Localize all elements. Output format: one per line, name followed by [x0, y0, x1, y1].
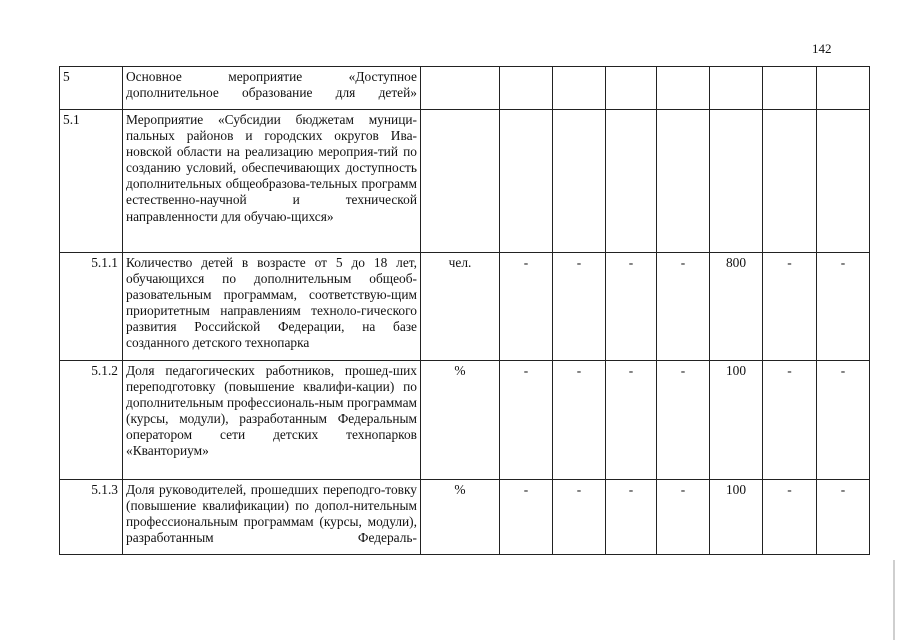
value-cell — [657, 110, 710, 253]
table-row — [60, 361, 870, 480]
table-row — [60, 480, 870, 555]
value-cell: - — [657, 253, 710, 361]
value-cell — [553, 110, 606, 253]
value-cell — [500, 67, 553, 110]
value-cell — [763, 110, 817, 253]
unit-cell: % — [421, 480, 500, 555]
unit-cell — [421, 67, 500, 110]
value-cell: - — [606, 361, 657, 480]
value-cell: - — [500, 361, 553, 480]
value-cell: - — [553, 480, 606, 555]
value-cell — [500, 110, 553, 253]
indicators-table — [59, 66, 870, 555]
row-number: 5.1.3 — [60, 480, 123, 555]
table-row — [60, 110, 870, 253]
value-cell — [710, 110, 763, 253]
value-cell: - — [657, 480, 710, 555]
value-cell — [817, 67, 870, 110]
value-cell: - — [500, 253, 553, 361]
value-cell — [763, 67, 817, 110]
value-cell: - — [657, 361, 710, 480]
row-description: Мероприятие «Субсидии бюджетам муници-пальных районов и городских округов Ива-новской области на реализацию мероприя-тий по созданию условий, обеспечивающих доступность дополнительных общеобразова-тельных программ естественно-научной и технической направленности для обучаю-щихся» — [123, 110, 421, 253]
value-cell — [710, 67, 763, 110]
table-row — [60, 253, 870, 361]
value-cell: - — [763, 253, 817, 361]
value-cell — [553, 67, 606, 110]
unit-cell — [421, 110, 500, 253]
value-cell: - — [553, 361, 606, 480]
row-description: Основное мероприятие «Доступное дополнительное образование для детей» — [123, 67, 421, 110]
row-description: Доля педагогических работников, прошед-ших переподготовку (повышение квалифи-кации) по дополнительным профессиональ-ным программам (курсы, модули), разработанным Федеральным оператором сети детских технопарков «Кванториум» — [123, 361, 421, 480]
value-cell: - — [500, 480, 553, 555]
value-cell: 100 — [710, 361, 763, 480]
row-number: 5.1.1 — [60, 253, 123, 361]
value-cell: - — [606, 253, 657, 361]
page-number: 142 — [812, 41, 832, 56]
row-description: Доля руководителей, прошедших переподго-товку (повышение квалификации) по допол-нительным профессиональным программам (курсы, модули), разработанным Федераль- — [123, 480, 421, 555]
value-cell — [606, 67, 657, 110]
row-number: 5 — [60, 67, 123, 110]
value-cell: - — [817, 253, 870, 361]
value-cell — [606, 110, 657, 253]
unit-cell: чел. — [421, 253, 500, 361]
row-number: 5.1 — [60, 110, 123, 253]
scan-edge-shadow — [893, 560, 895, 640]
value-cell: - — [763, 480, 817, 555]
value-cell: - — [606, 480, 657, 555]
value-cell: - — [553, 253, 606, 361]
unit-cell: % — [421, 361, 500, 480]
value-cell: - — [817, 361, 870, 480]
table-row — [60, 67, 870, 110]
row-number: 5.1.2 — [60, 361, 123, 480]
value-cell: - — [817, 480, 870, 555]
value-cell — [657, 67, 710, 110]
value-cell: - — [763, 361, 817, 480]
value-cell: 800 — [710, 253, 763, 361]
value-cell — [817, 110, 870, 253]
value-cell: 100 — [710, 480, 763, 555]
row-description: Количество детей в возрасте от 5 до 18 лет, обучающихся по дополнительным общеоб-разовательным программам, соответствую-щим приоритетным направлениям техноло-гического развития Российской Федерации, на базе созданного детского технопарка — [123, 253, 421, 361]
